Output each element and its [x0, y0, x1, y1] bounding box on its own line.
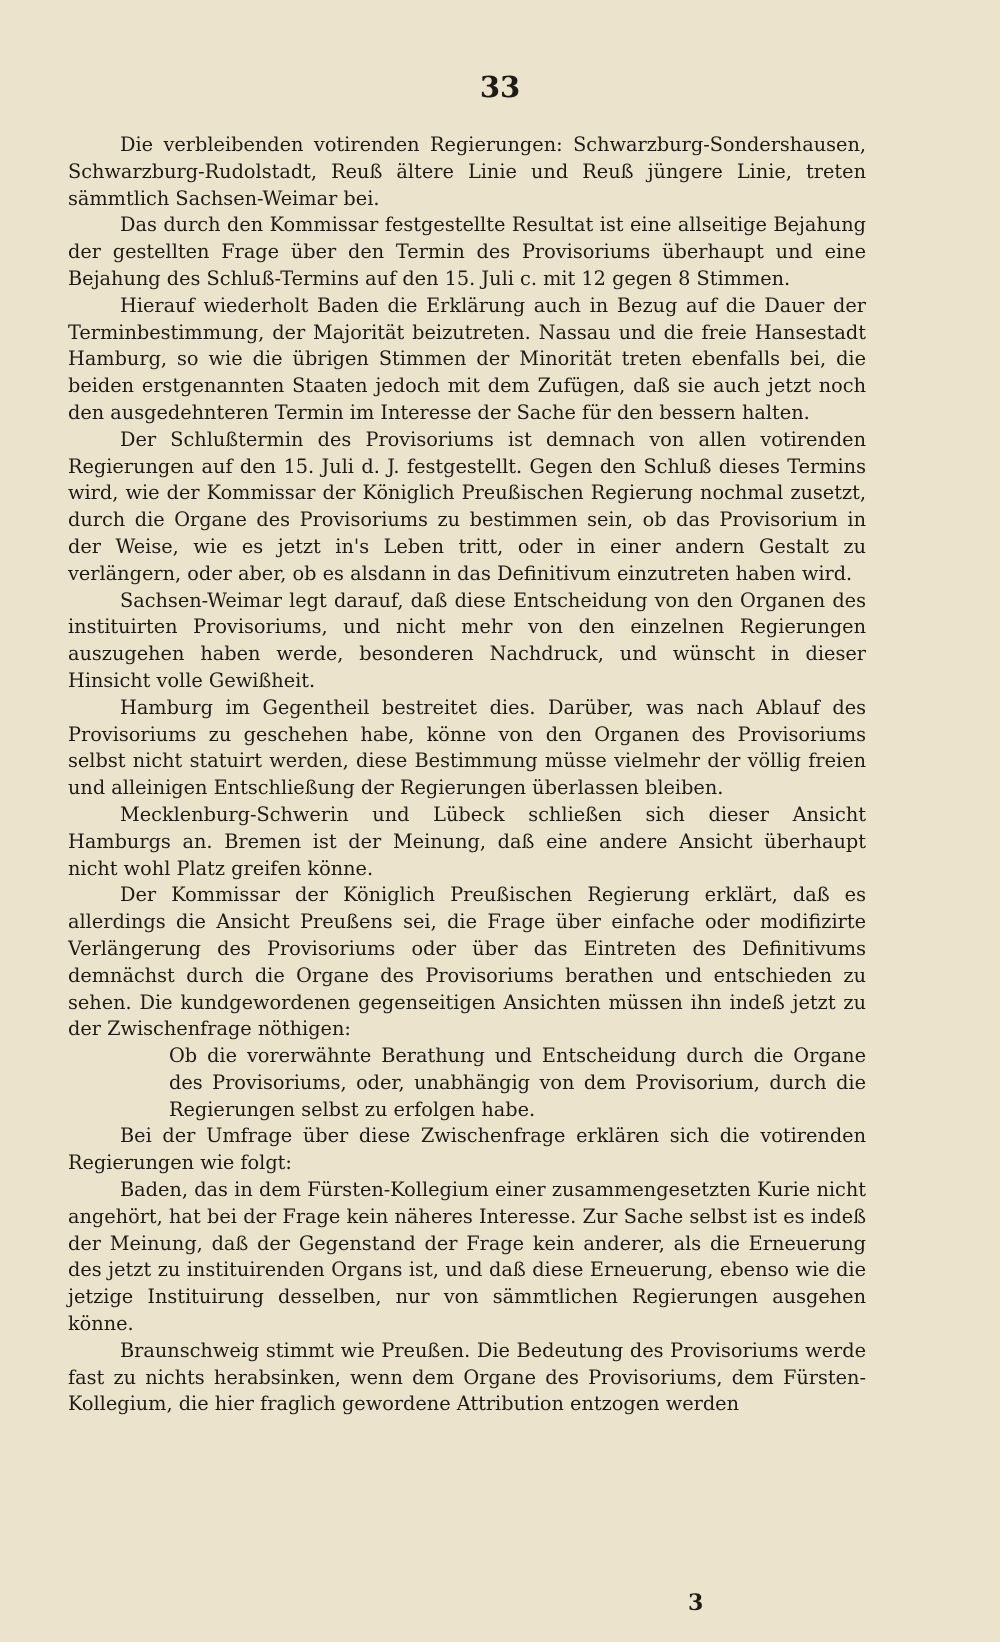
paragraph: Der Kommissar der Königlich Preußischen Regierung erklärt, daß es allerdings die Ansicht Preußens sei, die Frage über einfache oder modifizirte Verlängerung des Provisoriums oder über das Eintreten des Definitivums demnächst durch die Organe des Provisoriums berathen und entschieden zu sehen. Die kundgewordenen gegenseitigen Ansichten müssen ihn indeß jetzt zu der Zwischenfrage nöthigen: [68, 883, 866, 1041]
paragraph: Der Schlußtermin des Provisoriums ist demnach von allen votirenden Regierungen auf den 15. Juli d. J. festgestellt. Gegen den Schluß dieses Termins wird, wie der Kommissar der Königlich Preußischen Regierung nochmal zusetzt, durch die Organe des Provisoriums zu bestimmen sein, ob das Provisorium in der Weise, wie es jetzt in's Leben tritt, oder in einer andern Gestalt zu verlängern, oder aber, ob es alsdann in das Definitivum einzutreten haben wird. [68, 427, 866, 585]
paragraph: Baden, das in dem Fürsten-Kollegium einer zusammengesetzten Kurie nicht angehört, hat bei der Frage kein näheres Interesse. Zur Sache selbst ist es indeß der Meinung, daß der Gegenstand der Frage kein anderer, als die Erneuerung des jetzt zu instituirenden Organs ist, und daß diese Erneuerung, ebenso wie die jetzige Instituirung desselben, nur von sämmtlichen Regierungen ausgehen könne. [68, 1178, 866, 1336]
page-number: 33 [479, 70, 521, 104]
quoted-question: Ob die vorerwähnte Berathung und Entscheidung durch die Organe des Provisoriums, oder, unabhängig von dem Provisorium, durch die Regierungen selbst zu erfolgen habe. [169, 1044, 866, 1121]
paragraph: Braunschweig stimmt wie Preußen. Die Bedeutung des Provisoriums werde fast zu nichts herabsinken, wenn dem Organe des Provisoriums, dem Fürsten-Kollegium, die hier fraglich gewordene Attribution entzogen werden [68, 1338, 866, 1416]
paragraph: Das durch den Kommissar festgestellte Resultat ist eine allseitige Bejahung der gestellten Frage über den Termin des Provisoriums überhaupt und eine Bejahung des Schluß-Termins auf den 15. Juli c. mit 12 gegen 8 Stimmen. [68, 213, 866, 290]
paragraph: Mecklenburg-Schwerin und Lübeck schließen sich dieser Ansicht Hamburgs an. Bremen ist der Meinung, daß eine andere Ansicht überhaupt nicht wohl Platz greifen könne. [68, 802, 866, 880]
paragraph: Die verbleibenden votirenden Regierungen: Schwarzburg-Sondershausen, Schwarzburg-Rudolstadt, Reuß ältere Linie und Reuß jüngere Linie, treten sämmtlich Sachsen-Weimar bei. [68, 133, 866, 210]
paragraph: Bei der Umfrage über diese Zwischenfrage erklären sich die votirenden Regierungen wie folgt: [68, 1124, 866, 1175]
paragraph: Sachsen-Weimar legt darauf, daß diese Entscheidung von den Organen des instituirten Provisoriums, und nicht mehr von den einzelnen Regierungen auszugehen haben werde, besonderen Nachdruck, und wünscht in dieser Hinsicht volle Gewißheit. [68, 588, 866, 692]
paragraph: Hamburg im Gegentheil bestreitet dies. Darüber, was nach Ablauf des Provisoriums zu geschehen habe, könne von den Organen des Provisoriums selbst nicht statuirt werden, diese Bestimmung müsse vielmehr der völlig freien und alleinigen Entschließung der Regierungen überlassen bleiben. [68, 695, 866, 800]
signature-mark: 3 [688, 1590, 704, 1616]
body-text [68, 132, 866, 1418]
paragraph: Hierauf wiederholt Baden die Erklärung auch in Bezug auf die Dauer der Terminbestimmung, der Majorität beizutreten. Nassau und die freie Hansestadt Hamburg, so wie die übrigen Stimmen der Minorität treten ebenfalls bei, die beiden erstgenannten Staaten jedoch mit dem Zufügen, daß sie auch jetzt noch den ausgedehnteren Termin im Interesse der Sache für den bessern halten. [68, 293, 866, 424]
